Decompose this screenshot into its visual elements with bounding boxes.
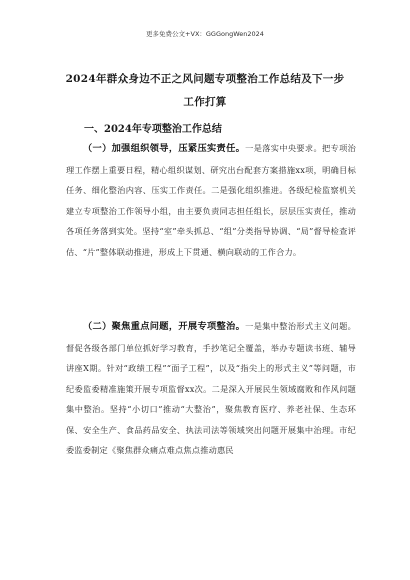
paragraph-1-lead: （一）加强组织领导，压紧压实责任。 bbox=[83, 143, 246, 154]
document-title-line-1: 2024年群众身边不正之风问题专项整治工作总结及下一步 bbox=[65, 73, 345, 85]
header-note: 更多免费公文+VX：GGGongWen2024 bbox=[146, 30, 264, 38]
paragraph-1 bbox=[66, 138, 356, 262]
paragraph-2 bbox=[66, 316, 356, 461]
paragraph-2-text: 一是集中整治形式主义问题。督促各级各部门单位抓好学习教育，手抄笔记全覆盖，举办专题读书班、辅导讲座X期。针对“政绩工程”“面子工程”，以及“指尖上的形式主义”等问题，市纪委监委精准施策开展专项监督xx次。二是深入开展民生领域腐败和作风问题集中整治。坚持“小切口”推动“大整治”，聚焦教育医疗、养老社保、生态环保、安全生产、食品药品安全、执法司法等领域突出问题开展集中治理。市纪委监委制定《聚焦群众痛点难点焦点推动惠民 bbox=[66, 321, 356, 455]
paragraph-1-text: 一是落实中央要求。把专项治理工作摆上重要日程，精心组织谋划、研究出台配套方案措施xx项，明确目标任务、细化整治内容、压实工作责任。二是强化组织推进。各级纪检监察机关建立专项整治工作领导小组，由主要负责同志担任组长，层层压实责任，推动各项任务落到实处。坚持“室”牵头抓总、“组”分类指导协调、“局”督导检查评估、“片”整体联动推进，形成上下贯通、横向联动的工作合力。 bbox=[66, 143, 356, 257]
paragraph-2-lead: （二）聚焦重点问题，开展专项整治。 bbox=[83, 321, 246, 332]
document-title-line-2: 工作打算 bbox=[183, 96, 227, 108]
section-heading: 一、2024年专项整治工作总结 bbox=[84, 124, 222, 135]
